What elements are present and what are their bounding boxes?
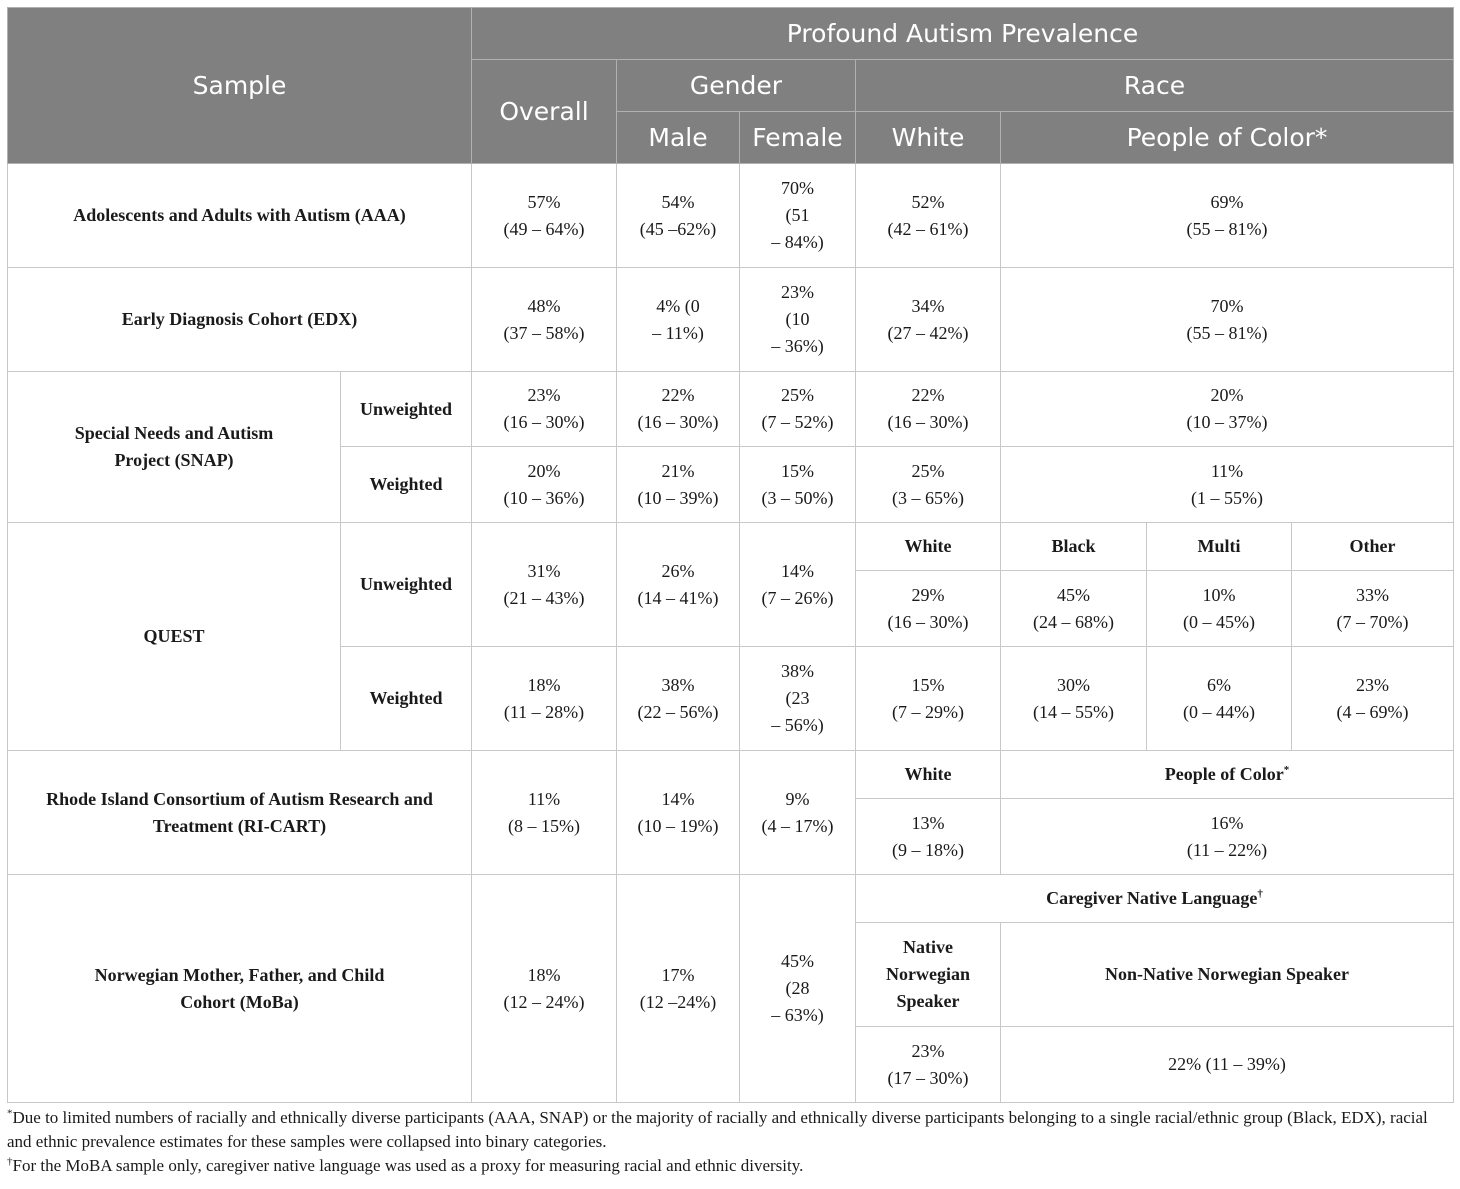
footnotes (7, 1106, 1453, 1178)
sample-quest: QUEST (8, 523, 341, 751)
cell-moba-female: 45% (28 – 63%) (740, 875, 856, 1103)
header-white: White (856, 112, 1001, 164)
cell-ricart-male: 14% (10 – 19%) (617, 751, 740, 875)
cell-edx-white: 34% (27 – 42%) (856, 268, 1001, 372)
cell-edx-poc: 70% (55 – 81%) (1001, 268, 1454, 372)
cell-ricart-overall: 11% (8 – 15%) (472, 751, 617, 875)
table-row-ricart-headers (8, 751, 1454, 799)
cell-aaa-overall: 57% (49 – 64%) (472, 164, 617, 268)
cell-snap-u-white: 22% (16 – 30%) (856, 372, 1001, 447)
cell-snap-u-female: 25% (7 – 52%) (740, 372, 856, 447)
moba-header-native: Native Norwegian Speaker (856, 923, 1001, 1027)
header-prevalence: Profound Autism Prevalence (472, 8, 1454, 60)
header-gender: Gender (617, 60, 856, 112)
cell-quest-w-white: 15% (7 – 29%) (856, 647, 1001, 751)
cell-snap-w-overall: 20% (10 – 36%) (472, 447, 617, 523)
cell-quest-w-female: 38% (23 – 56%) (740, 647, 856, 751)
ricart-header-white: White (856, 751, 1001, 799)
table-row-moba-lang-header (8, 875, 1454, 923)
cell-aaa-poc: 69% (55 – 81%) (1001, 164, 1454, 268)
cell-ricart-white: 13% (9 – 18%) (856, 799, 1001, 875)
cell-quest-w-male: 38% (22 – 56%) (617, 647, 740, 751)
header-female: Female (740, 112, 856, 164)
sample-edx: Early Diagnosis Cohort (EDX) (8, 268, 472, 372)
cell-quest-u-multi: 10% (0 – 45%) (1147, 571, 1292, 647)
table-row-edx (8, 268, 1454, 372)
cell-snap-w-poc: 11% (1 – 55%) (1001, 447, 1454, 523)
prevalence-table (7, 7, 1454, 1103)
sample-aaa: Adolescents and Adults with Autism (AAA) (8, 164, 472, 268)
cell-quest-u-overall: 31% (21 – 43%) (472, 523, 617, 647)
footnote-2: †For the MoBA sample only, caregiver native language was used as a proxy for measuring racial and ethnic diversity. (7, 1155, 804, 1175)
cell-ricart-poc: 16% (11 – 22%) (1001, 799, 1454, 875)
quest-unweighted-label: Unweighted (341, 523, 472, 647)
sample-snap: Special Needs and Autism Project (SNAP) (8, 372, 341, 523)
cell-edx-overall: 48% (37 – 58%) (472, 268, 617, 372)
cell-snap-w-female: 15% (3 – 50%) (740, 447, 856, 523)
cell-quest-w-black: 30% (14 – 55%) (1001, 647, 1147, 751)
moba-header-nonnative: Non-Native Norwegian Speaker (1001, 923, 1454, 1027)
table-row-aaa (8, 164, 1454, 268)
quest-header-black: Black (1001, 523, 1147, 571)
cell-moba-overall: 18% (12 – 24%) (472, 875, 617, 1103)
cell-aaa-female: 70% (51 – 84%) (740, 164, 856, 268)
quest-header-other: Other (1292, 523, 1454, 571)
cell-quest-u-black: 45% (24 – 68%) (1001, 571, 1147, 647)
header-sample: Sample (8, 8, 472, 164)
header-male: Male (617, 112, 740, 164)
header-race: Race (856, 60, 1454, 112)
cell-quest-w-other: 23% (4 – 69%) (1292, 647, 1454, 751)
header-poc: People of Color* (1001, 112, 1454, 164)
snap-weighted-label: Weighted (341, 447, 472, 523)
cell-aaa-male: 54% (45 –62%) (617, 164, 740, 268)
cell-moba-nonnative: 22% (11 – 39%) (1001, 1027, 1454, 1103)
ricart-header-poc: People of Color* (1001, 751, 1454, 799)
cell-snap-w-male: 21% (10 – 39%) (617, 447, 740, 523)
cell-quest-u-male: 26% (14 – 41%) (617, 523, 740, 647)
cell-edx-female: 23% (10 – 36%) (740, 268, 856, 372)
cell-quest-u-white: 29% (16 – 30%) (856, 571, 1001, 647)
cell-quest-u-female: 14% (7 – 26%) (740, 523, 856, 647)
table-row-snap-unweighted (8, 372, 1454, 447)
footnote-1: *Due to limited numbers of racially and ethnically diverse participants (AAA, SNAP) or the majority of racially and ethnically diverse participants belonging to a single racial/ethnic group (Black, EDX), racial and ethnic prevalence estimates for these samples were collapsed into binary categories. (7, 1107, 1428, 1151)
moba-header-language: Caregiver Native Language† (856, 875, 1454, 923)
table-container (7, 7, 1453, 1103)
cell-snap-u-overall: 23% (16 – 30%) (472, 372, 617, 447)
quest-header-white: White (856, 523, 1001, 571)
cell-edx-male: 4% (0 – 11%) (617, 268, 740, 372)
cell-snap-u-poc: 20% (10 – 37%) (1001, 372, 1454, 447)
cell-moba-male: 17% (12 –24%) (617, 875, 740, 1103)
cell-ricart-female: 9% (4 – 17%) (740, 751, 856, 875)
header-overall: Overall (472, 60, 617, 164)
sample-ricart: Rhode Island Consortium of Autism Research and Treatment (RI-CART) (8, 751, 472, 875)
cell-quest-w-multi: 6% (0 – 44%) (1147, 647, 1292, 751)
quest-weighted-label: Weighted (341, 647, 472, 751)
header-row-1 (8, 8, 1454, 60)
table-row-quest-race-headers (8, 523, 1454, 571)
cell-snap-w-white: 25% (3 – 65%) (856, 447, 1001, 523)
cell-quest-u-other: 33% (7 – 70%) (1292, 571, 1454, 647)
cell-snap-u-male: 22% (16 – 30%) (617, 372, 740, 447)
cell-quest-w-overall: 18% (11 – 28%) (472, 647, 617, 751)
sample-moba: Norwegian Mother, Father, and Child Cohort (MoBa) (8, 875, 472, 1103)
cell-moba-native: 23% (17 – 30%) (856, 1027, 1001, 1103)
snap-unweighted-label: Unweighted (341, 372, 472, 447)
quest-header-multi: Multi (1147, 523, 1292, 571)
cell-aaa-white: 52% (42 – 61%) (856, 164, 1001, 268)
